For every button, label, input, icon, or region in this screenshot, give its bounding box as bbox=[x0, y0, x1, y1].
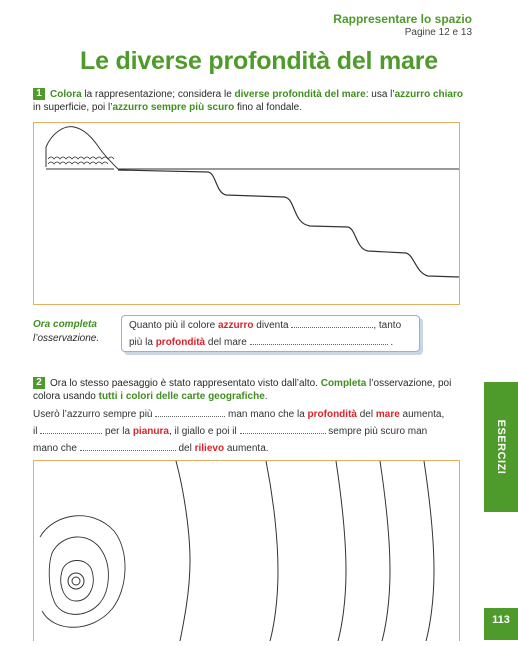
instruction-keyword: azzurro sempre più scuro bbox=[112, 102, 235, 113]
depth-line-3 bbox=[380, 461, 390, 641]
observation-prompt bbox=[33, 318, 99, 346]
completion-text: aumenta. bbox=[224, 443, 269, 454]
contour-line-outer bbox=[40, 516, 125, 628]
instruction-text: in superficie, poi l’ bbox=[33, 102, 113, 113]
instruction-keyword: diverse profondità del mare bbox=[234, 89, 366, 100]
instruction-keyword: Completa bbox=[320, 378, 367, 389]
contour-line-2 bbox=[49, 537, 108, 614]
completion-text: per la bbox=[102, 426, 133, 437]
fill-in-blank[interactable] bbox=[250, 335, 388, 345]
sea-floor-profile bbox=[118, 170, 459, 277]
instruction-keyword: Colora bbox=[50, 89, 82, 100]
observation-keyword: azzurro bbox=[217, 320, 254, 331]
observation-keyword: profondità bbox=[155, 337, 206, 348]
completion-keyword: rilievo bbox=[194, 443, 225, 454]
observation-box bbox=[121, 315, 420, 352]
top-view-svg bbox=[34, 461, 459, 641]
observation-text: diventa bbox=[253, 320, 292, 331]
instruction-text: la rappresentazione; considera le bbox=[81, 89, 235, 100]
completion-text: man mano che la bbox=[225, 409, 308, 420]
contour-line-4 bbox=[68, 573, 84, 589]
completion-line-2 bbox=[33, 423, 478, 440]
completion-text: sempre più scuro man bbox=[325, 426, 428, 437]
instruction-keyword: tutti i colori delle carte geografiche bbox=[98, 391, 265, 402]
prompt-text: l’osservazione. bbox=[33, 333, 100, 344]
instruction-keyword: azzurro chiaro bbox=[394, 89, 463, 100]
depth-line-4 bbox=[424, 461, 434, 641]
hills-line-2 bbox=[48, 162, 108, 164]
depth-line-2 bbox=[336, 461, 346, 641]
cross-section-svg bbox=[34, 123, 459, 304]
page-title: Le diverse profondità del mare bbox=[80, 47, 438, 75]
completion-keyword: pianura bbox=[132, 426, 169, 437]
contour-line-3 bbox=[61, 561, 93, 602]
observation-text: Quanto più il colore bbox=[129, 320, 218, 331]
completion-text: mano che bbox=[33, 443, 80, 454]
exercise-2-instruction bbox=[33, 377, 473, 403]
completion-text: aumenta, bbox=[399, 409, 445, 420]
fill-in-blank[interactable] bbox=[80, 441, 176, 451]
completion-paragraph bbox=[33, 406, 478, 457]
exercise-2-number: 2 bbox=[33, 377, 45, 389]
observation-text: . bbox=[387, 337, 394, 348]
depth-line-1 bbox=[266, 461, 278, 641]
side-tab-label: ESERCIZI bbox=[495, 419, 507, 475]
observation-text: del mare bbox=[205, 337, 250, 348]
completion-line-1 bbox=[33, 406, 478, 423]
page-number: 113 bbox=[484, 608, 518, 640]
completion-text: Userò l’azzurro sempre più bbox=[33, 409, 156, 420]
fill-in-blank[interactable] bbox=[155, 407, 225, 417]
section-title: Rappresentare lo spazio bbox=[333, 12, 472, 26]
fill-in-blank[interactable] bbox=[291, 318, 373, 328]
coast-line bbox=[176, 461, 190, 641]
summit-circle bbox=[72, 577, 80, 585]
fill-in-blank[interactable] bbox=[240, 424, 326, 434]
instruction-text: : usa l’ bbox=[365, 89, 395, 100]
completion-text: , il giallo e poi il bbox=[168, 426, 240, 437]
observation-text: , tanto bbox=[373, 320, 402, 331]
observation-text: più la bbox=[129, 337, 156, 348]
fill-in-blank[interactable] bbox=[40, 424, 102, 434]
completion-line-3 bbox=[33, 440, 478, 457]
instruction-text: fino al fondale. bbox=[234, 102, 303, 113]
completion-text: il bbox=[33, 426, 41, 437]
sea-depth-section-drawing[interactable] bbox=[33, 122, 460, 305]
instruction-text: . bbox=[264, 391, 268, 402]
pages-reference: Pagine 12 e 13 bbox=[404, 27, 472, 38]
instruction-text: Ora lo stesso paesaggio è stato rappresentato visto dall’alto. bbox=[50, 378, 321, 389]
prompt-keyword: Ora completa bbox=[33, 319, 97, 330]
exercise-1-number: 1 bbox=[33, 88, 45, 100]
top-view-map-drawing[interactable] bbox=[33, 460, 460, 641]
completion-text: del bbox=[175, 443, 195, 454]
completion-keyword: profondità bbox=[307, 409, 357, 420]
observation-line-2 bbox=[129, 334, 412, 351]
exercise-1-instruction bbox=[33, 88, 473, 114]
completion-text: del bbox=[356, 409, 376, 420]
side-tab-esercizi bbox=[484, 382, 518, 512]
hills-line-1 bbox=[48, 157, 114, 159]
observation-line-1 bbox=[129, 317, 412, 334]
completion-keyword: mare bbox=[375, 409, 400, 420]
instruction-text: l’osservazione, poi colora usando bbox=[33, 378, 452, 402]
